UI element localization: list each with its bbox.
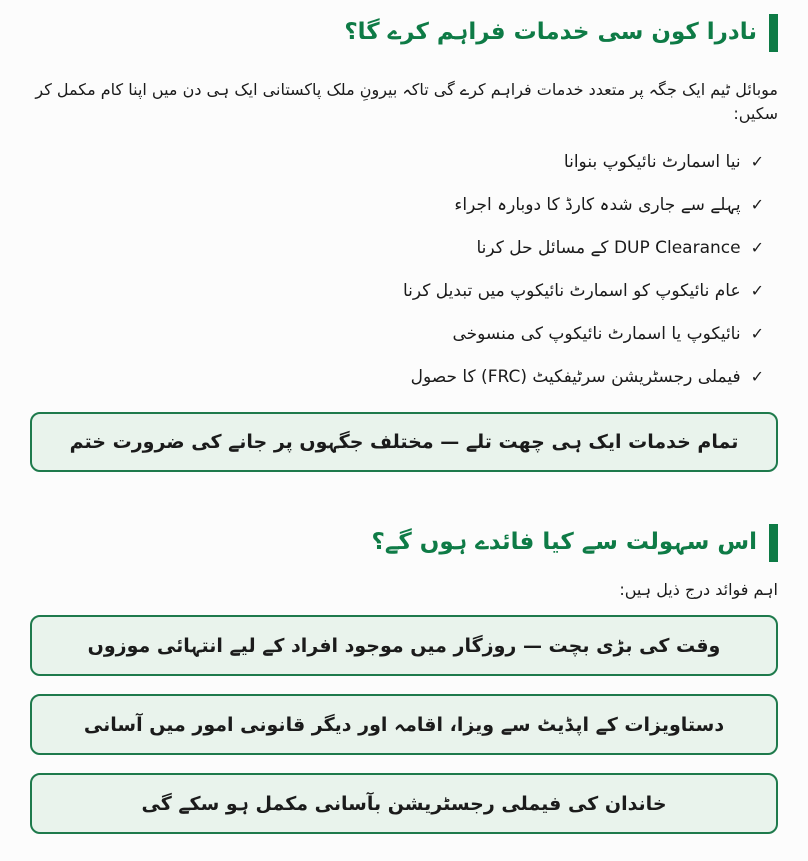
services-highlight-box (30, 412, 778, 472)
checklist-item-label: عام نائیکوپ کو اسمارٹ نائیکوپ میں تبدیل کرنا (403, 280, 741, 301)
services-section-heading (30, 14, 778, 52)
benefits-section-heading (30, 524, 778, 562)
check-icon: ✓ (750, 324, 764, 343)
services-checklist (30, 140, 764, 398)
check-icon: ✓ (750, 238, 764, 257)
checklist-item-label: نیا اسمارٹ نائیکوپ بنوانا (563, 151, 741, 172)
checklist-item (30, 312, 764, 355)
benefit-text: دستاویزات کے اپڈیٹ سے ویزا، اقامہ اور دیگر قانونی امور میں آسانی (83, 713, 725, 736)
services-highlight-text: تمام خدمات ایک ہی چھت تلے — مختلف جگہوں پر جانے کی ضرورت ختم (69, 431, 739, 453)
benefits-heading-text: اس سہولت سے کیا فائدے ہوں گے؟ (371, 529, 757, 556)
benefits-intro-text: اہم فوائد درج ذیل ہیں: (619, 580, 778, 599)
benefit-box (30, 615, 778, 676)
heading-accent-bar (769, 524, 778, 562)
check-icon: ✓ (750, 367, 764, 386)
checklist-item-label: پہلے سے جاری شدہ کارڈ کا دوبارہ اجراء (454, 195, 741, 215)
check-icon: ✓ (750, 281, 764, 300)
heading-accent-bar (769, 14, 778, 52)
benefit-box (30, 694, 778, 755)
checklist-item (30, 355, 764, 398)
checklist-item-label: فیملی رجسٹریشن سرٹیفکیٹ (FRC) کا حصول (410, 366, 741, 387)
check-icon: ✓ (750, 195, 764, 214)
checklist-item (30, 183, 764, 226)
benefit-text: وقت کی بڑی بچت — روزگار میں موجود افراد کے لیے انتہائی موزوں (87, 634, 721, 657)
check-icon: ✓ (750, 152, 764, 171)
benefits-list (30, 615, 778, 834)
services-intro-paragraph: موبائل ٹیم ایک جگہ پر متعدد خدمات فراہم کرے گی تاکہ بیرونِ ملک پاکستانی ایک ہی دن میں اپنا کام مکمل کر سکیں: (35, 80, 778, 123)
benefit-box (30, 773, 778, 834)
checklist-item (30, 226, 764, 269)
services-heading-text: نادرا کون سی خدمات فراہم کرے گا؟ (344, 19, 757, 46)
benefit-text: خاندان کی فیملی رجسٹریشن بآسانی مکمل ہو سکے گی (141, 792, 667, 815)
checklist-item (30, 140, 764, 183)
checklist-item-label: DUP Clearance کے مسائل حل کرنا (476, 238, 741, 258)
checklist-item (30, 269, 764, 312)
checklist-item-label: نائیکوپ یا اسمارٹ نائیکوپ کی منسوخی (452, 323, 741, 344)
